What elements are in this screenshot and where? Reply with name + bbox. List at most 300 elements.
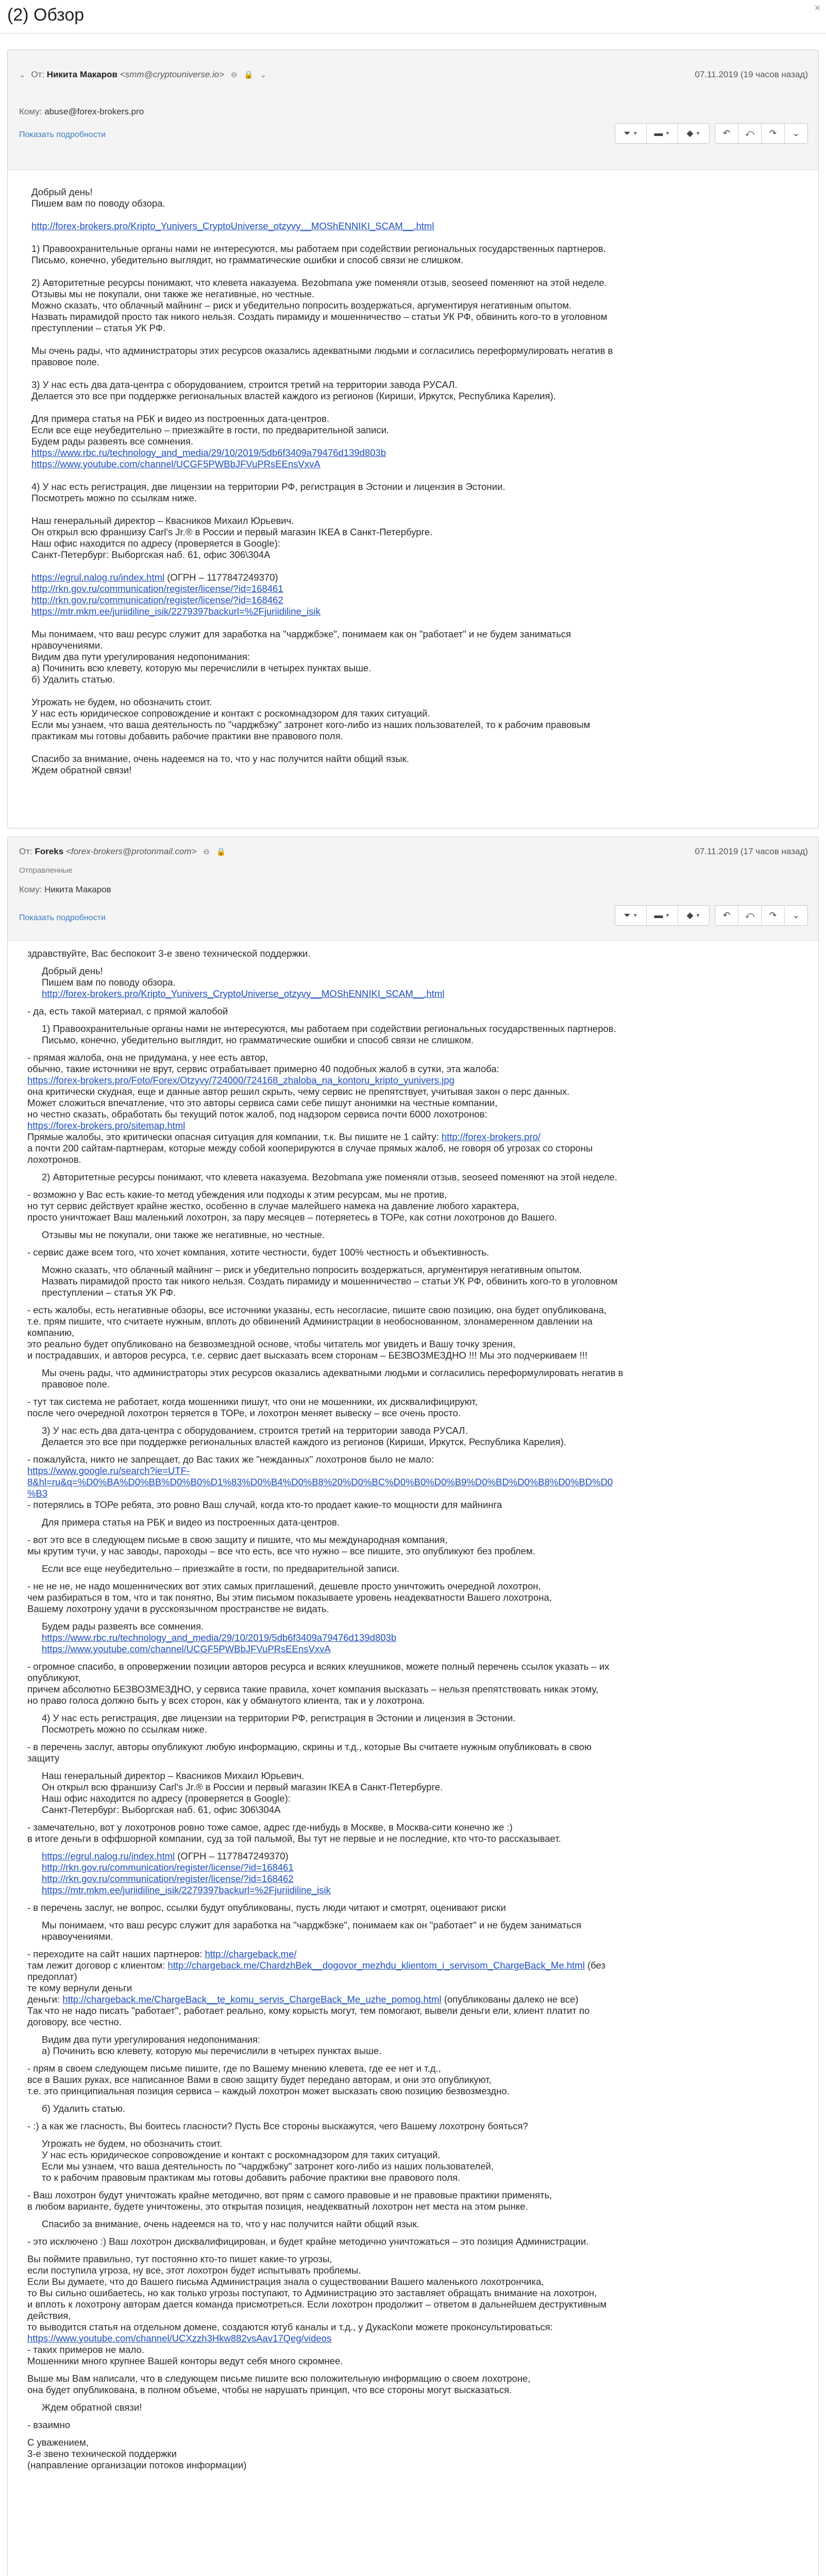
body-text: Мы очень рады, что администраторы этих ресурсов оказались адекватными людьми и согласились переформулировать негатив в [31,345,613,356]
reply-block [27,1006,795,1017]
body-line [27,1902,795,1913]
body-line [27,2321,795,2333]
lock-icon: 🔒 [216,848,226,856]
body-line [42,1873,795,1885]
filter-button[interactable]: ⏷ ▼ [615,124,647,143]
body-line [27,2448,795,2460]
body-line [42,1563,795,1574]
sender-name[interactable]: Foreks [35,846,64,856]
body-text: - огромное спасибо, в опровержении позиции авторов ресурса и всяких клеушников, можете полный перечень ссылок указать – их [27,1661,610,1672]
body-line [27,1534,795,1546]
body-line [31,425,795,436]
body-line [31,323,795,334]
body-line [27,1154,795,1165]
body-line [27,1465,795,1477]
body-line [42,2138,795,2149]
body-text: б) Удалить статью. [42,2103,126,2114]
body-text: У нас есть юридическое сопровождение и контакт с роскомнадзором для таких ситуаций. [42,2149,441,2160]
reply-block [27,1052,795,1165]
body-line [31,629,795,640]
body-text: (опубликованы далеко не все) [441,1994,579,2005]
sender-row [19,846,226,857]
body-line [27,2299,795,2310]
body-line [31,583,795,595]
body-line [42,1851,795,1862]
body-text: Мошенники много крупнее Вашей конторы ведут себя много скромнее. [27,2355,343,2366]
body-link[interactable]: http://rkn.gov.ru/communication/register/license/?id=168462 [31,595,283,605]
body-text: б) Удалить статью. [31,674,115,685]
body-text: - в перечень заслуг, авторы опубликуют любую информацию, скрины и т.д., которые Вы считаете нужным опубликовать в свою [27,1741,592,1752]
body-line [27,2016,795,2028]
chevron-down-icon[interactable]: ⌄ [260,71,267,79]
quoted-block [27,1920,795,1942]
body-text: Выше мы Вам написали, что в следующем письме пишите всю положительную информацию о своем лохотроне, [27,2373,531,2384]
close-icon[interactable]: ✕ [814,4,821,13]
body-line [42,1770,795,1782]
body-text: Можно сказать, что облачный майнинг – риск и убедительно попросить воздержаться, аргументируя негативным опытом. [31,300,572,311]
body-text: Мы понимаем, что ваш ресурс служит для заработка на "чарджбэке", понимаем как он "работает" и не будем заниматься [31,629,571,639]
body-text: Будем рады развеять все сомнения. [42,1621,204,1632]
body-line [27,2063,795,2074]
body-link[interactable]: 8&hl=ru&q=%D0%BA%D0%BB%D0%B0%D1%83%D0%B4%D0%B8%20%D0%BC%D0%B0%D0%B9%D0%BD%D0%B8%D0%BD%D0 [27,1477,613,1487]
folder-icon: ▬ [654,910,663,920]
body-text: Так что не надо писать "работает", работает реально, кому корысть могут, тем помогают, вывели деньги ели, клиент платит по [27,2005,590,2016]
body-text: 1) Правоохранительные органы нами не интересуются, мы работаем при содействии региональных государственных партнеров. [31,243,606,254]
body-line [42,1632,795,1643]
body-text: Делается это все при поддержке региональных властей каждого из регионов (Кириши, Иркутск, Республика Карелия). [42,1436,566,1447]
body-text: но тут сервис действует крайне жестко, особенно в случае малейшего намека на давление любого характера, [27,1200,519,1211]
message-toolbar [615,123,808,144]
body-text: - взаимно [27,2419,71,2430]
body-line [27,1960,795,1971]
body-line [27,2074,795,2086]
forward-button[interactable] [762,124,785,143]
body-text: - замечательно, вот у лохотронов ровно тоже самое, адрес где-нибудь в Москве, в Москва-сити конечно же :) [27,1822,513,1833]
body-link[interactable]: http://forex-brokers.pro/Kripto_Yunivers_CryptoUniverse_otzyvy__MOShENNIKI_SCAM__.html [42,988,445,999]
body-link[interactable]: http://rkn.gov.ru/communication/register/license/?id=168461 [42,1862,294,1873]
body-text: Он открыл всю франшизу Carl's Jr.® в России и первый магазин IKEA в Санкт-Петербурге. [42,1782,443,1792]
body-text: Если Вы думаете, что до Вашего письма Администрация знала о существовании Вашего маленького лохотрончика, [27,2276,544,2287]
reply-all-button[interactable] [738,906,762,925]
body-text: 1) Правоохранительные органы нами не интересуются, мы работаем при содействии региональных государственных партнеров. [42,1023,616,1034]
body-link[interactable]: https://www.rbc.ru/technology_and_media/29/10/2019/5db6f3409a79476d139d803b [42,1632,397,1643]
body-link[interactable]: https://www.youtube.com/channel/UCXzzh3Hkw882vsAav17Qeg/videos [27,2333,332,2344]
body-line [27,2310,795,2321]
lock-icon: 🔒 [244,71,254,79]
folder-icon: ▬ [654,128,663,138]
quoted-block [27,1172,795,1183]
body-line [27,2236,795,2247]
body-line [31,538,795,549]
body-text: это реально будет опубликовано на безвозмездной основе, чтобы читатель мог увидеть и Вашу точку зрения, [27,1338,516,1349]
more-button[interactable] [785,906,807,925]
body-link[interactable]: https://mtr.mkm.ee/juriidiline_isik/2279397backurl=%2Fjuriidiline_isik [31,606,321,617]
body-text: обычно, такие источники не врут, сервис отрабатывает примерно 40 подобных жалоб в сутки, эта жалоба: [27,1063,499,1074]
sender-email[interactable]: <forex-brokers@protonmail.com> [65,846,197,856]
body-line [42,988,795,999]
reply-block [27,2419,795,2431]
body-link[interactable]: https://forex-brokers.pro/sitemap.html [27,1120,186,1131]
body-line [42,1793,795,1804]
message-body [8,170,818,828]
body-line [27,2276,795,2287]
body-line [42,1517,795,1528]
body-paragraph [31,277,795,334]
chevron-down-icon[interactable]: ⌄ [19,71,26,79]
body-link[interactable]: https://mtr.mkm.ee/juriidiline_isik/2279397backurl=%2Fjuriidiline_isik [42,1885,331,1895]
body-line [42,1379,795,1390]
toolbar-group-reply [715,123,808,144]
body-text: мы крутим тучи, у нас заводы, пароходы – все что есть, все что нужно – все пишите, это опубликуют без проблем. [27,1546,535,1556]
body-text: т.е. это принципиальная позиция сервиса – каждый лохотрон может высказать свою позицию безвозмездно. [27,2086,510,2096]
body-link[interactable]: http://chargeback.me/ChardzhBek__dogovor_mezhdu_klientom_i_servisom_ChargeBack_Me.html [167,1960,585,1971]
body-link[interactable]: https://www.rbc.ru/technology_and_media/29/10/2019/5db6f3409a79476d139d803b [31,447,386,458]
folder-label[interactable]: Отправленные [19,866,73,875]
quoted-block [27,2034,795,2057]
body-paragraph [31,572,795,617]
body-line [27,2287,795,2299]
body-line [31,413,795,425]
tag-button[interactable]: ◆ ▼ [686,128,701,138]
body-line [31,243,795,255]
quoted-block [27,2103,795,2114]
reply-block [27,2437,795,2471]
body-line [27,1982,795,1994]
body-line [42,1276,795,1287]
chevron-down-icon: ⌄ [792,910,800,920]
body-paragraph [31,697,795,742]
body-line [27,1603,795,1615]
body-line [31,719,795,731]
body-link[interactable]: https://egrul.nalog.ru/index.html [31,572,165,583]
body-link[interactable]: http://chargeback.me/ [205,1948,297,1959]
quoted-block [27,1563,795,1574]
reply-block [27,2253,795,2367]
body-text: - да, есть такой материал, с прямой жалобой [27,1006,228,1016]
body-text: Наш офис находится по адресу (проверяется в Google): [42,1793,291,1804]
body-link[interactable]: https://forex-brokers.pro/Foto/Forex/Otzyvy/724000/724168_zhaloba_na_kontoru_kripto_yunivers.jpg [27,1075,454,1086]
more-button[interactable] [785,124,807,143]
body-text: просто уничтожает Ваш маленький лохотрон, за пару месяцев – потеряетесь в ТОРе, как сотни лохотронов до Вашего. [27,1212,557,1223]
body-text: Делается это все при поддержке региональных властей каждого из регионов (Кириши, Иркутск, Республика Карелия). [31,391,556,401]
quoted-block [27,965,795,999]
body-text: все в Ваших руках, все написанное Вами в свою защиту будет передано авторам, и они это опубликуют, [27,2074,492,2085]
body-text: и пострадавших, и авторов ресурса, т.е. сервис дает высказать всем сторонам – БЕЗВОЗМЕЗДНО !!! Мы это подчеркиваем !!! [27,1350,588,1361]
forward-button[interactable] [762,906,785,925]
body-line [27,2201,795,2212]
body-link[interactable]: https://www.youtube.com/channel/UCGF5PWBbJFVuPRsEEnsVxvA [42,1643,331,1654]
reply-block [27,2236,795,2247]
folder-button[interactable]: ▬ ▼ [647,124,678,143]
body-line [27,1086,795,1097]
body-line [42,1862,795,1873]
body-line [27,1338,795,1350]
folder-button[interactable]: ▬ ▼ [647,906,678,925]
body-text: практикам мы готовы добавить рабочие практики вне правового поля. [31,731,343,741]
body-text: Для примера статья на РБК и видео из построенных дата-центров. [42,1517,340,1528]
body-line [27,2384,795,2396]
body-line [42,1023,795,1035]
body-line [27,1200,795,1212]
show-details-link[interactable]: Показать подробности [19,913,106,922]
body-text: Вашему лохотрону удачи в русскоязычном пространстве не видать. [27,1603,329,1614]
body-text: - сервис даже всем того, что хочет компания, хотите честности, будет 100% честность и объективность. [27,1247,490,1258]
body-line [31,198,795,209]
body-line [42,1229,795,1241]
body-line [27,2253,795,2265]
body-line [27,1006,795,1017]
body-line [31,255,795,266]
quoted-block [27,2402,795,2413]
body-line [27,1143,795,1154]
body-text: причем абсолютно БЕЗВОЗМЕЗДНО, у сервиса такие правила, хочет компания высказать – нельзя препятствовать никак этому, [27,1684,599,1694]
reply-button[interactable] [715,124,738,143]
body-text: Может сложиться впечатление, что это авторы сервиса сами себе пишут анонимки на честные компании, [27,1097,498,1108]
body-line [27,1581,795,1592]
attachment-icon[interactable]: ⊖ [230,71,238,79]
body-line [27,1327,795,1338]
body-paragraph [31,243,795,266]
body-link[interactable]: https://www.google.ru/search?ie=UTF- [27,1465,190,1476]
body-line [42,2161,795,2172]
body-line [31,515,795,527]
body-line [27,2355,795,2367]
body-text: - тут так система не работает, когда мошенники пишут, что они не мошенники, их дисквалифицируют, [27,1396,478,1407]
reply-block [27,2190,795,2212]
message-header [8,837,818,941]
body-text: Пишем вам по поводу обзора. [31,198,165,209]
body-line [27,948,795,959]
body-text: но право голоса должно быть у всех сторон, как у обманутого клиента, так и у лохотрона. [27,1695,425,1706]
body-line [31,357,795,368]
body-text: Для примера статья на РБК и видео из построенных дата-центров. [31,413,329,424]
sender-row [19,70,266,80]
body-line [31,459,795,470]
body-text: Если все еще неубедительно – приезжайте в гости, по предварительной записи. [31,425,390,435]
body-text: С уважением, [27,2437,89,2448]
body-text: нравоучениями. [31,640,103,651]
body-line [42,2034,795,2045]
body-line [42,1931,795,1942]
body-link[interactable]: http://forex-brokers.pro/ [441,1131,541,1142]
body-line [42,1264,795,1276]
body-line [42,1724,795,1735]
quoted-block [27,1425,795,1448]
body-line [31,289,795,300]
body-text: - есть жалобы, есть негативные обзоры, все источники указаны, есть несогласие, пишите свою позицию, она будет опубликована, [27,1304,607,1315]
body-line [31,221,795,232]
body-line [27,1994,795,2005]
body-text: Мы очень рады, что администраторы этих ресурсов оказались адекватными людьми и согласились переформулировать негатив в [42,1367,623,1378]
message-date: 07.11.2019 (19 часов назад) [695,70,808,79]
body-line [27,1408,795,1419]
body-text: Санкт-Петербург: Выборгская наб. 61, офис 306\304А [31,549,271,560]
from-label: От: [31,70,45,79]
body-text: 3) У нас есть два дата-центра с оборудованием, строится третий на территории завода РУСАЛ. [42,1425,468,1436]
body-text: - не не не, не надо мошеннических вот этих самых приглашений, дешевле просто уничтожить очередной лохотрон, [27,1581,541,1591]
recipient-row [19,107,144,117]
reply-block [27,2063,795,2097]
body-line [31,708,795,719]
body-text: Посмотреть можно по ссылкам ниже. [42,1724,207,1735]
body-text: Наш генеральный директор – Квасников Михаил Юрьевич. [31,515,294,526]
reply-all-button[interactable] [738,124,762,143]
body-line [27,1672,795,1684]
body-line [42,2045,795,2057]
body-link[interactable]: http://chargeback.me/ChargeBack__te_komu_servis_ChargeBack_Me_uzhe_pomog.html [62,1994,442,2005]
body-line [42,1804,795,1816]
body-text: Добрый день! [42,965,103,976]
body-line [31,572,795,583]
body-line [31,493,795,504]
to-label: Кому: [19,107,42,116]
body-text: 4) У нас есть регистрация, две лицензии на территории РФ, регистрация в Эстонии и лицензия в Эстонии. [42,1713,516,1723]
recipient[interactable]: Никита Макаров [44,885,111,894]
body-line [42,2149,795,2161]
reply-block [27,948,795,959]
body-text: правовое поле. [31,357,99,367]
body-text: т.е. прям пишите, что считаете нужным, вплоть до обвинений Администрации в необоснованном, злонамеренном давлении на [27,1316,593,1327]
forward-icon: ↷ [769,128,777,138]
body-line [31,640,795,651]
body-paragraph [31,515,795,561]
details-row [19,129,106,140]
body-line [31,674,795,685]
reply-block [27,1304,795,1361]
body-line [27,1546,795,1557]
body-line [42,1885,795,1896]
body-text: то к рабочим правовым практикам мы готовы добавить рабочие практики вне правового поля. [42,2172,461,2183]
body-line [31,379,795,391]
body-line [31,391,795,402]
page-title: (2) Обзор [7,5,85,25]
body-link[interactable]: %B3 [27,1488,48,1499]
recipient-row [19,885,111,895]
body-text: Спасибо за внимание, очень надеемся на то, что у нас получится найти общий язык. [42,2218,419,2229]
body-line [27,1971,795,1982]
body-text: опубликуют, [27,1672,81,1683]
body-link[interactable]: http://forex-brokers.pro/Kripto_Yunivers_CryptoUniverse_otzyvy__MOShENNIKI_SCAM__.html [31,221,434,231]
reply-icon: ↶ [722,910,731,920]
body-line [27,1131,795,1143]
message-body [8,941,818,2576]
reply-block [27,2373,795,2396]
body-line [27,1350,795,1361]
body-line [27,1454,795,1465]
body-line [42,2402,795,2413]
body-text: У нас есть юридическое сопровождение и контакт с роскомнадзором для таких ситуаций. [31,708,430,719]
body-line [27,2460,795,2471]
reply-block [27,1822,795,1844]
tag-button[interactable]: ◆ ▼ [686,910,701,920]
quoted-block [27,2218,795,2230]
body-link[interactable]: http://rkn.gov.ru/communication/register/license/?id=168462 [42,1873,294,1884]
body-text: Наш генеральный директор – Квасников Михаил Юрьевич. [42,1770,305,1781]
toolbar-group-flags [615,123,710,144]
reply-block [27,1902,795,1913]
body-link[interactable]: https://egrul.nalog.ru/index.html [42,1851,175,1861]
body-line [42,2103,795,2114]
body-line [27,1753,795,1764]
body-link[interactable]: https://www.youtube.com/channel/UCGF5PWBbJFVuPRsEEnsVxvA [31,459,321,469]
reply-button[interactable] [715,906,738,925]
body-line [31,697,795,708]
body-text: договору, все честно. [27,2016,122,2027]
body-paragraph [31,221,795,232]
body-line [31,731,795,742]
body-text: преступлении – статья УК РФ. [42,1287,176,1298]
body-text: но честно сказать, обработать бы текущий поток жалоб, под надзором сервиса почти 6000 лохотронов: [27,1109,487,1120]
body-line [27,1075,795,1086]
body-text: в любом варианте, будете уничтожены, это открытая позиция, неадекватный лохотрон нет места на этом рынке. [27,2201,528,2212]
body-text: Отзывы мы не покупали, они также же негативные, но честные. [42,1229,325,1240]
reply-block [27,2121,795,2132]
quoted-block [27,1713,795,1735]
reply-all-icon: ⤺ [745,910,755,920]
forward-icon: ↷ [769,910,777,920]
body-text: - вот это все в следующем письме в свою защиту и пишите, что мы международная компания, [27,1534,448,1545]
sender-name[interactable]: Никита Макаров [46,70,117,79]
body-line [27,1695,795,1706]
body-text: Можно сказать, что облачный майнинг – риск и убедительно попросить воздержаться, аргументируя негативным опытом. [42,1264,582,1275]
body-text: а) Починить всю клевету, которую мы перечислили в четырех пунктах выше. [42,2045,382,2056]
body-line [31,436,795,447]
body-text: Вы поймите правильно, тут постоянно кто-то пишет какие-то угрозы, [27,2253,332,2264]
body-text: в итоге деньги в оффшорной компании, суд за той пальмой, Вы тут не первые и не последние, кто что-то рассказывает. [27,1833,561,1844]
body-text: то Вы сильно ошибаетесь, но как только угрозы поступают, то Администрацию это заставляет обращать внимание на лохотрон, [27,2287,597,2298]
body-line [31,277,795,289]
body-paragraph [31,379,795,402]
body-link[interactable]: http://rkn.gov.ru/communication/register/license/?id=168461 [31,583,283,594]
toolbar-group-flags [615,905,710,926]
body-text: те кому вернули деньги [27,1982,132,1993]
body-line [42,977,795,988]
body-line [31,481,795,493]
body-text: Наш офис находится по адресу (проверяется в Google): [31,538,280,549]
body-text: Посмотреть можно по ссылкам ниже. [31,493,197,503]
body-line [42,2172,795,2183]
body-line [42,965,795,977]
body-line [42,1621,795,1632]
quoted-block [27,1621,795,1655]
body-line [31,187,795,198]
filter-icon: ⏷ [623,910,631,920]
body-text: Мы понимаем, что ваш ресурс служит для заработка на "чарджбэке", понимаем как он "работает" и не будем заниматься [42,1920,582,1930]
filter-button[interactable]: ⏷ ▼ [615,906,647,925]
body-paragraph [31,629,795,685]
sender-email[interactable]: <smm@cryptouniverse.io> [120,70,225,79]
body-text: если поступила угроза, ну все, этот лохотрон будет испытывать проблемы. [27,2265,361,2276]
quoted-block [27,1851,795,1896]
attachment-icon[interactable]: ⊖ [203,848,210,856]
body-text: а почти 200 сайтам-партнерам, которые между собой кооперируются в случае прямых жалоб, не говоря об угрозах со стороны [27,1143,593,1154]
body-line [42,1643,795,1655]
body-text: - пожалуйста, никто не запрещает, до Вас таких же "нежданных" лохотронов было не мало: [27,1454,434,1465]
body-text: предоплат) [27,1971,77,1982]
quoted-block [27,1023,795,1046]
reply-block [27,1741,795,1764]
recipient[interactable]: abuse@forex-brokers.pro [44,107,144,116]
show-details-link[interactable]: Показать подробности [19,130,106,139]
body-line [27,1120,795,1131]
quoted-block [27,1517,795,1528]
body-line [31,753,795,765]
message-card-1 [7,49,819,828]
reply-block [27,1247,795,1258]
body-text: там лежит договор с клиентом: [27,1960,168,1971]
toolbar-group-reply [715,905,808,926]
to-label: Кому: [19,885,42,894]
